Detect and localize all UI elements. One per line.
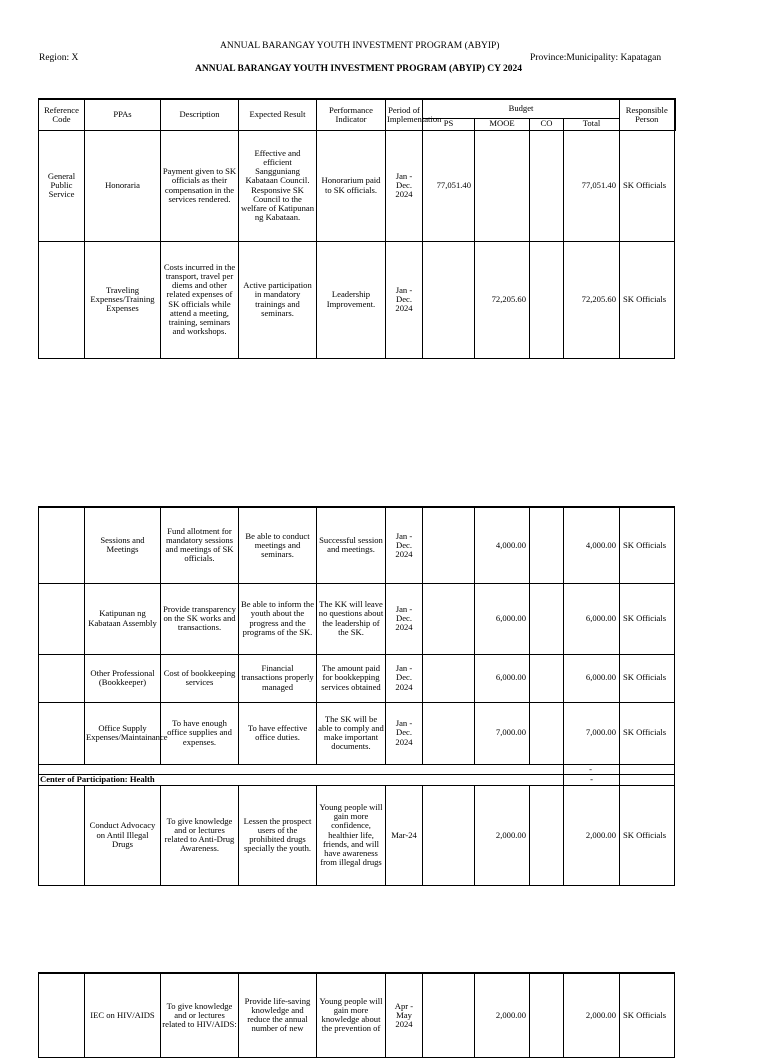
cell-total: 2,000.00 — [564, 973, 620, 1057]
spacer-responsible — [620, 764, 675, 774]
cell-description: Payment given to SK officials as their compensation in the services rendered. — [161, 130, 239, 241]
cell-period: Jan - Dec. 2024 — [386, 130, 423, 241]
cell-description: Costs incurred in the transport, travel per diems and other related expenses of SK officials while attend a meeting, training, seminars and workshops. — [161, 241, 239, 358]
abyip-table-page2 — [38, 506, 675, 886]
cell-indicator: The KK will leave no questions about the leadership of the SK. — [317, 583, 386, 654]
cell-responsible: SK Officials — [620, 973, 675, 1057]
cell-responsible: SK Officials — [620, 654, 675, 702]
spacer-total: - — [564, 764, 620, 774]
abyip-table-page3 — [38, 972, 675, 1058]
cell-period: Apr - May 2024 — [386, 973, 423, 1057]
cell-total: 6,000.00 — [564, 654, 620, 702]
table-row-spacer — [39, 764, 675, 774]
cell-ppa: Office Supply Expenses/Maintainance — [85, 702, 161, 764]
cell-expected: Active participation in mandatory trainings and seminars. — [239, 241, 317, 358]
cell-total: 2,000.00 — [564, 785, 620, 885]
cell-description: To give knowledge and or lectures related to Anti-Drug Awareness. — [161, 785, 239, 885]
col-header-description: Description — [161, 99, 239, 130]
cell-expected: Effective and efficient Sangguniang Kabataan Council. Responsive SK Council to the welfare of Katipunan ng Kabataan. — [239, 130, 317, 241]
cell-responsible: SK Officials — [620, 583, 675, 654]
cell-total: 77,051.40 — [564, 130, 620, 241]
cell-description: Cost of bookkeeping services — [161, 654, 239, 702]
cell-co — [530, 130, 564, 241]
cell-ps — [423, 583, 475, 654]
cell-ref: General Public Service — [39, 130, 85, 241]
cell-period: Jan - Dec. 2024 — [386, 583, 423, 654]
cell-total: 72,205.60 — [564, 241, 620, 358]
col-header-ps: PS — [423, 118, 475, 130]
cell-expected: Be able to inform the youth about the progress and the programs of the SK. — [239, 583, 317, 654]
cell-description: Fund allotment for mandatory sessions and meetings of SK officials. — [161, 507, 239, 583]
cell-responsible: SK Officials — [620, 702, 675, 764]
cell-period: Jan - Dec. 2024 — [386, 702, 423, 764]
cell-indicator: The SK will be able to comply and make important documents. — [317, 702, 386, 764]
cell-ps — [423, 785, 475, 885]
cell-ref — [39, 507, 85, 583]
cell-total: 4,000.00 — [564, 507, 620, 583]
cell-ppa: Traveling Expenses/Training Expenses — [85, 241, 161, 358]
col-header-budget: Budget — [423, 99, 620, 118]
cell-co — [530, 583, 564, 654]
cell-ref — [39, 241, 85, 358]
cell-expected: Provide life-saving knowledge and reduce the annual number of new — [239, 973, 317, 1057]
section-row-health — [39, 774, 675, 785]
cell-total: 7,000.00 — [564, 702, 620, 764]
cell-ppa: Katipunan ng Kabataan Assembly — [85, 583, 161, 654]
table-row — [39, 507, 675, 583]
cell-mooe: 2,000.00 — [475, 973, 530, 1057]
document-main-title: ANNUAL BARANGAY YOUTH INVESTMENT PROGRAM (ABYIP) CY 2024 — [195, 64, 522, 74]
cell-responsible: SK Officials — [620, 241, 675, 358]
cell-ps — [423, 654, 475, 702]
col-header-indicator: Performance Indicator — [317, 99, 386, 130]
section-responsible — [620, 774, 675, 785]
cell-ppa: Other Professional (Bookkeeper) — [85, 654, 161, 702]
table-row — [39, 130, 675, 241]
cell-responsible: SK Officials — [620, 507, 675, 583]
spacer-cell — [39, 764, 564, 774]
cell-expected: To have effective office duties. — [239, 702, 317, 764]
col-header-responsible: Responsible Person — [620, 99, 675, 130]
cell-ref — [39, 702, 85, 764]
document-top-title: ANNUAL BARANGAY YOUTH INVESTMENT PROGRAM (ABYIP) — [220, 41, 500, 51]
cell-ref — [39, 583, 85, 654]
cell-responsible: SK Officials — [620, 785, 675, 885]
cell-ps — [423, 973, 475, 1057]
cell-mooe — [475, 130, 530, 241]
cell-mooe: 72,205.60 — [475, 241, 530, 358]
table-row — [39, 241, 675, 358]
cell-indicator: Young people will gain more knowledge about the prevention of — [317, 973, 386, 1057]
table-row — [39, 583, 675, 654]
section-title: Center of Participation: Health — [39, 774, 564, 785]
col-header-ref: Reference Code — [39, 99, 85, 130]
cell-description: To have enough office supplies and expenses. — [161, 702, 239, 764]
cell-mooe: 4,000.00 — [475, 507, 530, 583]
table-row — [39, 973, 675, 1057]
region-label: Region: X — [39, 53, 79, 63]
table-row — [39, 785, 675, 885]
cell-ps — [423, 241, 475, 358]
cell-co — [530, 507, 564, 583]
col-header-expected: Expected Result — [239, 99, 317, 130]
cell-co — [530, 973, 564, 1057]
col-header-ppas: PPAs — [85, 99, 161, 130]
cell-period: Mar-24 — [386, 785, 423, 885]
cell-indicator: Leadership Improvement. — [317, 241, 386, 358]
cell-expected: Be able to conduct meetings and seminars. — [239, 507, 317, 583]
cell-ref — [39, 654, 85, 702]
cell-mooe: 2,000.00 — [475, 785, 530, 885]
cell-indicator: Honorarium paid to SK officials. — [317, 130, 386, 241]
cell-description: Provide transparency on the SK works and transactions. — [161, 583, 239, 654]
cell-ps — [423, 702, 475, 764]
cell-period: Jan - Dec. 2024 — [386, 654, 423, 702]
col-header-co: CO — [530, 118, 564, 130]
cell-ppa: Sessions and Meetings — [85, 507, 161, 583]
cell-ps — [423, 507, 475, 583]
cell-ref — [39, 785, 85, 885]
cell-ppa: Honoraria — [85, 130, 161, 241]
table-row — [39, 702, 675, 764]
cell-co — [530, 654, 564, 702]
cell-mooe: 6,000.00 — [475, 654, 530, 702]
province-label: Province:Municipality: Kapatagan — [530, 53, 662, 63]
cell-expected: Financial transactions properly managed — [239, 654, 317, 702]
abyip-table-page1 — [38, 98, 676, 359]
col-header-mooe: MOOE — [475, 118, 530, 130]
cell-ps: 77,051.40 — [423, 130, 475, 241]
table-row — [39, 654, 675, 702]
cell-ref — [39, 973, 85, 1057]
section-total: - — [564, 774, 620, 785]
cell-total: 6,000.00 — [564, 583, 620, 654]
cell-co — [530, 702, 564, 764]
cell-period: Jan - Dec. 2024 — [386, 507, 423, 583]
cell-ppa: IEC on HIV/AIDS — [85, 973, 161, 1057]
cell-co — [530, 785, 564, 885]
cell-ppa: Conduct Advocacy on Antil Illegal Drugs — [85, 785, 161, 885]
cell-expected: Lessen the prospect users of the prohibited drugs specially the youth. — [239, 785, 317, 885]
cell-period: Jan - Dec. 2024 — [386, 241, 423, 358]
col-header-period: Period of Implementation — [386, 99, 423, 130]
cell-responsible: SK Officials — [620, 130, 675, 241]
col-header-total: Total — [564, 118, 620, 130]
cell-mooe: 7,000.00 — [475, 702, 530, 764]
cell-indicator: Young people will gain more confidence, healthier life, friends, and will have awareness from illegal drugs — [317, 785, 386, 885]
cell-indicator: Successful session and meetings. — [317, 507, 386, 583]
cell-indicator: The amount paid for bookkepping services obtained — [317, 654, 386, 702]
cell-co — [530, 241, 564, 358]
cell-mooe: 6,000.00 — [475, 583, 530, 654]
cell-description: To give knowledge and or lectures related to HIV/AIDS: — [161, 973, 239, 1057]
